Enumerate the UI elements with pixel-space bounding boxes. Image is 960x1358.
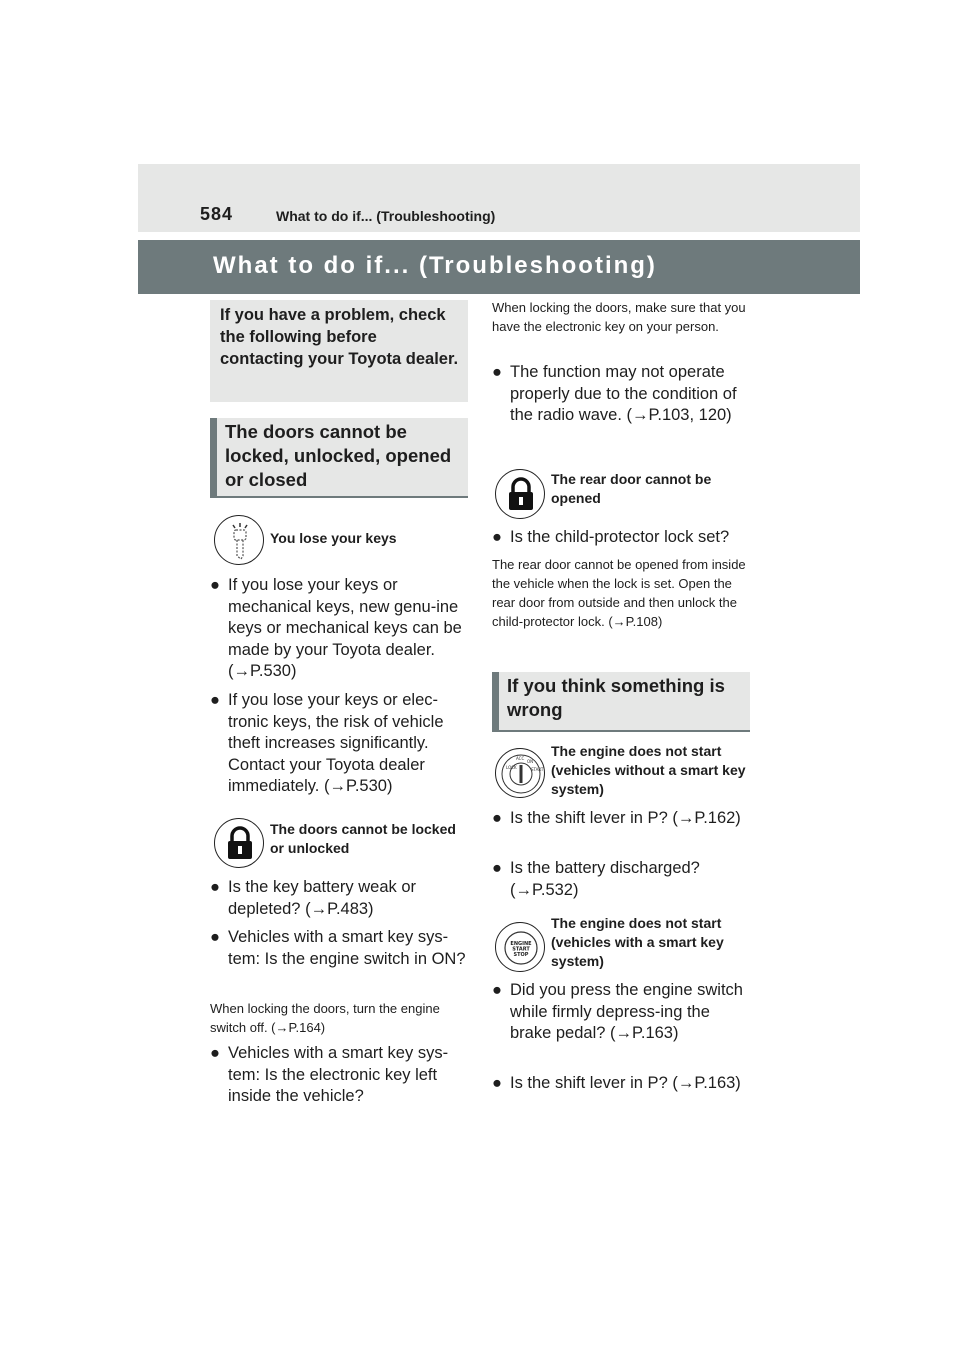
bullet-key-inside: ● Vehicles with a smart key sys-tem: Is the electronic key left inside the vehicle? xyxy=(210,1044,449,1105)
bullet-lose-mechanical: ● If you lose your keys or mechanical keys, new genu-ine keys or mechanical keys can be made by your Toyota dealer. (→P.530) xyxy=(210,576,462,680)
ignition-label: ACC xyxy=(516,756,525,761)
ignition-label: START xyxy=(531,767,544,772)
section-title-doors: The doors cannot be locked, unlocked, opened or closed xyxy=(225,421,452,490)
intro-text: If you have a problem, check the following before contacting your Toyota dealer. xyxy=(220,306,459,368)
lock-icon xyxy=(495,469,545,519)
intro-box xyxy=(210,300,468,402)
ignition-switch-icon xyxy=(495,748,545,798)
bullet-key-battery: ● Is the key battery weak or depleted? (→P.483) xyxy=(210,878,417,918)
sub-label-engine-smart: The engine does not start (vehicles with a smart key system) xyxy=(551,915,724,969)
bullet-dot-icon: ● xyxy=(492,809,502,827)
note-child-lock: The rear door cannot be opened from inside the vehicle when the lock is set. Open the rear door from outside and then unlock the child-protector lock. (→P.108) xyxy=(492,557,746,629)
bullet-dot-icon: ● xyxy=(210,691,220,709)
key-icon xyxy=(214,515,264,565)
bullet-battery-discharged: ● Is the battery discharged? (→P.532) xyxy=(492,859,700,899)
bullet-brake-pedal: ● Did you press the engine switch while firmly depress-ing the brake pedal? (→P.163) xyxy=(492,981,743,1042)
bullet-dot-icon: ● xyxy=(492,859,502,877)
bullet-dot-icon: ● xyxy=(210,1044,220,1062)
header-band xyxy=(138,164,860,232)
ignition-label: LOCK xyxy=(506,765,517,770)
engine-button-label: STOP xyxy=(513,952,529,958)
running-title: What to do if... (Troubleshooting) xyxy=(276,208,496,224)
ignition-label: ON xyxy=(527,759,534,764)
bullet-dot-icon: ● xyxy=(210,576,220,594)
bullet-shift-p-1: ● Is the shift lever in P? (→P.162) xyxy=(492,808,752,830)
section-title-wrong: If you think something is wrong xyxy=(507,675,725,720)
page-number: 584 xyxy=(200,204,234,224)
page-title: What to do if... (Troubleshooting) xyxy=(213,252,657,279)
bullet-shift-p-2: ● Is the shift lever in P? (→P.163) xyxy=(492,1073,752,1095)
bullet-dot-icon: ● xyxy=(492,363,502,381)
lock-icon xyxy=(214,818,264,868)
bullet-radio-wave: ● The function may not operate properly due to the condition of the radio wave. (→P.103, 120) xyxy=(492,363,737,424)
note-switch-off: When locking the doors, turn the engine switch off. (→P.164) xyxy=(210,1001,440,1035)
bullet-child-lock: ● Is the child-protector lock set? xyxy=(492,527,754,549)
sub-label-lose-keys: You lose your keys xyxy=(270,530,397,546)
note-key-person: When locking the doors, make sure that you have the electronic key on your person. xyxy=(492,300,746,334)
bullet-dot-icon: ● xyxy=(210,928,220,946)
bullet-dot-icon: ● xyxy=(492,981,502,999)
engine-button-label: START xyxy=(512,946,530,953)
section-heading-wrong xyxy=(492,672,750,732)
bullet-dot-icon: ● xyxy=(210,878,220,896)
sub-label-engine-no-smart: The engine does not start (vehicles without a smart key system) xyxy=(551,743,746,797)
sub-label-rear-door: The rear door cannot be opened xyxy=(551,471,712,506)
section-heading-doors xyxy=(210,418,468,498)
bullet-dot-icon: ● xyxy=(492,528,502,546)
bullet-dot-icon: ● xyxy=(492,1074,502,1092)
engine-start-button-icon xyxy=(495,922,545,972)
sub-label-doors-lock: The doors cannot be locked or unlocked xyxy=(270,821,456,856)
title-bar xyxy=(138,240,860,294)
bullet-switch-on: ● Vehicles with a smart key sys-tem: Is the engine switch in ON? xyxy=(210,928,466,968)
bullet-lose-electronic: ● If you lose your keys or elec-tronic keys, the risk of vehicle theft increases significantly. Contact your Toyota dealer immediately. (→P.530) xyxy=(210,691,444,795)
engine-button-label: ENGINE xyxy=(510,941,532,947)
